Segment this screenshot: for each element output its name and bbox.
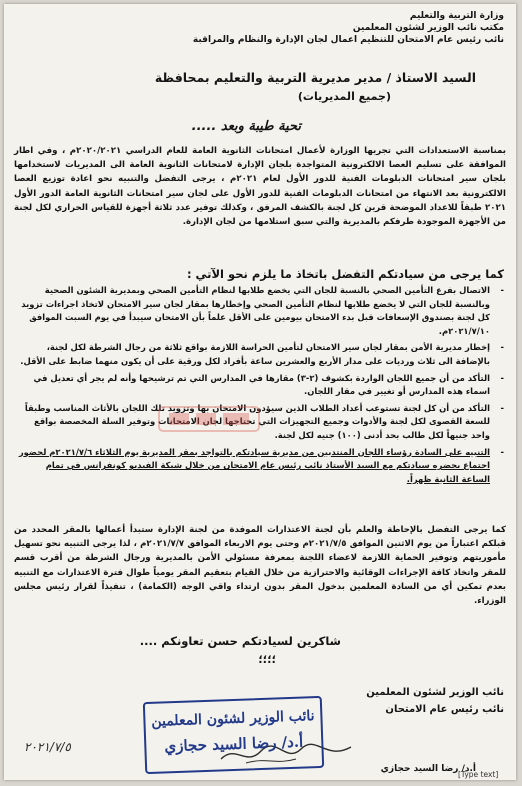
greeting: تحية طيبة وبعد ..... xyxy=(191,119,301,134)
stamp-name: أ.د/ رضا السيد حجازي xyxy=(164,732,304,756)
closing-mark: ؛؛؛؛ xyxy=(258,653,276,666)
watermark-logo-icon xyxy=(154,399,264,439)
requests-list xyxy=(16,284,506,489)
request-item: - التأكد من أن كل لجنة تستوعب أعداد الطلاب الذين سيؤدون الامتحان بها وتزويد تلك اللجان بالأثاث المناسب وطبقاً للسعة القصوى لكل لجنة والأدوات وجميع التجهيزات التي تحتاجها لجان الامتحانات وتوفير السلة المخصصة بواقع واحد جنيهاً لكل طالب بحد أدنى (١٠٠) جنيه لكل لجنة. xyxy=(16,402,506,443)
thanks-line: شاكرين لسيادتكم حسن تعاونكم .... xyxy=(139,634,341,648)
request-item: - التنبيه على السادة رؤساء اللجان المنتدبين من مديرية سيادتكم بالتواجد بمقر المديرية يوم الثلاثاء ٢٠٢١/٧/٦م لحضور اجتماع يحضره سيادتكم مع السيد الأستاذ نائب رئيس عام الامتحان من خلال شبكة الفيديو كونفرانس في تمام الساعة الثانية ظهراً. xyxy=(16,446,506,487)
closing-paragraph: كما يرجى التفضل بالإحاطة والعلم بأن لجنة الاعتذارات الموفدة من لجنة الإدارة ستبدأ أعمالها بالمقر المحدد من قبلكم اعتباراً من يوم الاثنين الموافق ٢٠٢١/٧/٥م وحتى يوم الاربعاء الموافق ٢٠٢١/٧/٧م ، لذا يرجى التنبيه نحو تسهيل مأموريتهم وتوفير الحماية اللازمة لاعضاء اللجنة بمعرفة مسئولي الأمن بالمديرية ورجال الشرطة من أقرب قسم للمقر واتخاذ كافة الإجراءات الوقائية والاحترازية من خلال القيام بتعقيم المقر يومياً طوال فترة الاعتذارات مع التنبيه بعدم تمكين أي من السادة المعلمين بدخول المقر بدون ارتداء واقي الوجه (الكمامة) ، تنفيذاً لقرار رئيس مجلس الوزراء. xyxy=(14,525,506,607)
document-page xyxy=(4,4,516,780)
stamp-title: نائب الوزير لشئون المعلمين xyxy=(151,708,315,730)
request-item: - الاتصال بفرع التأمين الصحي بالنسبة للجان التي يخضع طلابها لنظام التأمين الصحي وبمديرية الشئون الصحية وبالنسبة للجان التي لا يخضع طلابها لنظام التأمين الصحي وإخطارها بمقار لجان سير الامتحان لاتخاذ اجراءات تزويد كل لجنة بصندوق الإسعافات قبل بدء الامتحان بيومين على الأقل علماً بأن الامتحان سيبدأ في يوم السبت الموافق ٢٠٢١/٧/١٠م. xyxy=(16,284,506,338)
letterhead-office: مكتب نائب الوزير لشئون المعلمين xyxy=(352,23,504,33)
addressee-title: السيد الاستاذ / مدير مديرية التربية والتعليم بمحافظة xyxy=(154,70,476,85)
requests-lead: كما يرجى من سيادتكم التفضل باتخاذ ما يلزم نحو الآتي : xyxy=(186,267,504,281)
signatory-name: أ.د/ رضا السيد حجازي xyxy=(380,764,476,774)
official-stamp xyxy=(143,696,324,774)
intro-paragraph: بمناسبة الاستعدادات التي تجريها الوزارة لأعمال امتحانات الثانوية العامة للعام الدراسي ٢٠٢٠/٢٠٢١م ، وفي اطار الموافقة على تسليم العصا الالكترونية المتواجدة بلجان الإدارة لامتحانات الثانوية العامة الى المديريات لاستخدامها بلجان سير امتحانات الدبلومات الفنية للدور الأول لعام ٢٠٢١م ، يرجى التفضل والتنبيه نحو اعادة توزيع العصا الالكترونية بعد الانتهاء من امتحانات الدبلومات الفنية للدور الأول على لجان سير امتحانات الثانوية العامة الدور الأول ٢٠٢١ طبقاً للاعداد الموضحة قرين كل لجنة بالكشف المرفق ، وكذلك توفير عدد ثلاثة أجهزة للقياس الحراري لكل لجنة من الأجهزة الموجودة طرفكم بالمديرية والتي سبق استلامها من لجان الإدارة. xyxy=(14,146,507,228)
type-text-label: [Type text] xyxy=(458,770,499,779)
signature-block xyxy=(366,684,504,718)
request-item: - إخطار مديرية الأمن بمقار لجان سير الامتحان لتأمين الحراسة اللازمة بواقع ثلاثة من رجال الشرطة لكل لجنة، بالإضافة الى ثلاث ورديات على مدار الأربع والعشرين ساعة بأفراد لكل ورقية على أن يكون منهما ضابط على الأقل. xyxy=(16,341,506,368)
signature-title-1: نائب الوزير لشئون المعلمين xyxy=(366,687,504,698)
handwritten-date: ٢٠٢١/٧/٥ xyxy=(24,740,71,754)
letterhead-ministry: وزارة التربية والتعليم xyxy=(409,11,504,21)
letterhead-role: نائب رئيس عام الامتحان للتنظيم اعمال لجان الإدارة والنظام والمراقبة xyxy=(192,35,504,45)
request-item: - التأكد من أن جميع اللجان الواردة بكشوف (٢-٣) مقارها في المدارس التي تم ترشيحها وأنه لم يجر أي تعديل في اسماء هذه المدارس أو تغيير في مقار اللجان. xyxy=(16,372,506,399)
signature-title-2: نائب رئيس عام الامتحان xyxy=(385,704,504,715)
letterhead xyxy=(193,10,504,46)
addressee-subtitle: (جميع المديريات) xyxy=(297,90,391,103)
